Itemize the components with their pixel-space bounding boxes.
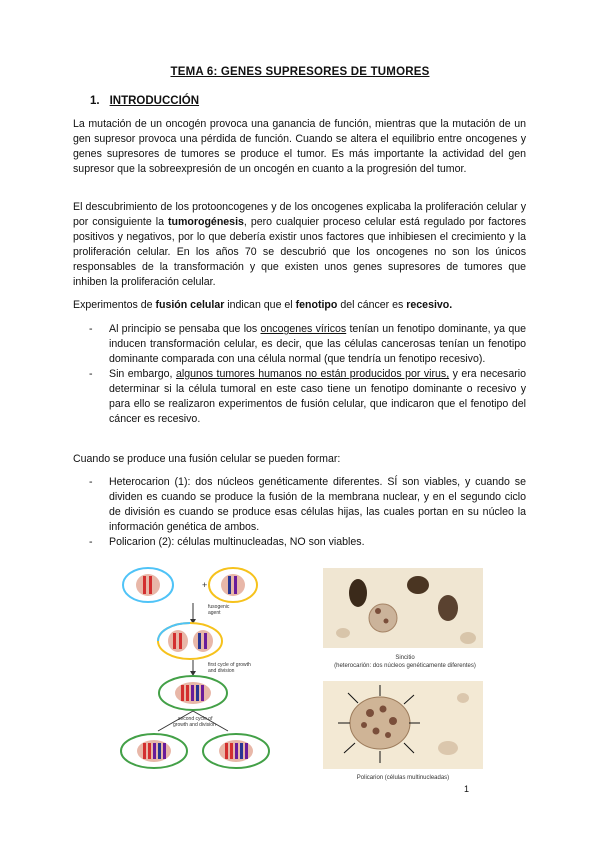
term-fenotipo: fenotipo [295,299,338,311]
list-text: Al principio se pensaba que los [109,323,261,335]
term-recesivo: recesivo. [406,299,453,311]
list-text: Policarion (2): células multinucleadas, NO son viables. [109,536,365,548]
polykaryon-caption: Policarion (células multinucleadas) [356,775,450,781]
fusogenic-label: fusogenic [208,604,230,610]
paragraph-2 [73,200,526,290]
paragraph-1: La mutación de un oncogén provoca una ganancia de función, mientras que la mutación de un gen supresor provoca una pérdida de función. Cuando se altera el equilibrio entre oncogenes y genes supresores de tumores se produce el tumor. Es más importante la actividad del gen supresor que la sobreexpresión de un oncogén en cuanto a la progresión del tumor. [73,118,526,175]
list-text: Sin embargo, [109,368,176,380]
cell-blue [209,568,257,602]
cycle2-label: second cycle of [178,716,213,722]
list-1 [73,322,526,427]
list-item: - Policarion (2): células multinucleadas, NO son viables. [89,536,365,548]
paragraph-4: Cuando se produce una fusión celular se pueden formar: [73,453,341,465]
section-number: 1. [90,95,100,107]
agent-label: agent [208,610,221,616]
document-title: TEMA 6: GENES SUPRESORES DE TUMORES [170,66,430,78]
cycle1-label: first cycle of growth [208,662,251,668]
underlined-oncogenes-viricos: oncogenes víricos [260,323,347,335]
paragraph-2-text-c: , pero cualquier proceso celular está regulado por factores positivos y negativos, por lo que debería existir unos factores que inhibiesen el crecimiento y la proliferación celular. En los años 70 se descubrió que los oncogenes no son los únicos responsables de la transformación y que existen unos genes supresores de tumores que inhiben la proliferación celular. [73,216,526,288]
heterokaryon-caption: (heterocarión: dos núcleos genéticamente diferentes) [334,663,476,669]
p3-text: del cáncer es [337,299,407,311]
daughter-cell-right [203,734,269,768]
syncytium-caption: Sincitio [395,655,415,661]
plus-label: + [202,580,208,590]
term-tumorogenesis: tumorogénesis [167,216,244,228]
list-text: Heterocarion (1): dos núcleos genéticamente diferentes. SÍ son viables, y cuando se dividen es cuando se produce la fusión de la membrana nuclear, y en el segundo ciclo de división es cuando se produce esas células hijas, las cuales portan en su núcleo la información genética de ambos. [109,476,526,533]
term-fusion-celular: fusión celular [155,299,225,311]
micrograph-syncytium [323,568,483,648]
micrograph-polykaryon [323,681,483,769]
daughter-cell-left [121,734,187,768]
list-item: - Heterocarion (1): dos núcleos genéticamente diferentes. SÍ son viables, y cuando se dividen es cuando se produce la fusión de la membrana nuclear, y en el segundo ciclo de división es cuando se produce esas células hijas, las cuales portan en su núcleo la información genética de ambos. [89,476,526,533]
underlined-tumores-humanos: algunos tumores humanos no están producidos por virus, [175,368,450,380]
synkaryon-cell [159,676,227,710]
cycle2-label-2: growth and division [173,722,216,728]
cycle1-label-2: and division [208,668,235,674]
heterokaryon-cell [158,623,222,659]
page-number: 1 [463,784,469,794]
list-2 [73,475,526,550]
p3-text: indican que el [224,299,296,311]
list-text: y era necesario determinar si la célula tumoral en este caso tiene un fenotipo dominante o recesivo y para ello se realizaron experimentos de fusión celular, que indicaron que el fenotipo del cáncer es recesivo. [109,368,527,425]
p3-text: Experimentos de [73,299,156,311]
section-title: INTRODUCCIÓN [109,95,200,107]
paragraph-2-text-a: El descubrimiento de los protooncogenes y de los oncogenes explicaba la proliferación celular y por consiguiente la [73,201,526,228]
paragraph-3 [73,298,526,313]
list-item: - Al principio se pensaba que los oncogenes víricos tenían un fenotipo dominante, ya que inducen transformación celular, es decir, que las células cancerosas tenían un fenotipo dominante comparada con una célula normal (que tendría un fenotipo recesivo). [89,323,527,365]
section-heading [90,95,199,107]
cell-red [123,568,173,602]
list-item: - Sin embargo, algunos tumores humanos no están producidos por virus, y era necesario determinar si la célula tumoral en este caso tiene un fenotipo dominante o recesivo y para ello se realizaron experimentos de fusión celular, que indicaron que el fenotipo del cáncer es recesivo. [89,368,527,425]
cell-fusion-figure [118,563,488,795]
list-text: tenían un fenotipo dominante, ya que inducen transformación celular, es decir, que las células cancerosas tenían un fenotipo dominante comparada con una célula normal (que tendría un fenotipo recesivo). [109,323,527,365]
